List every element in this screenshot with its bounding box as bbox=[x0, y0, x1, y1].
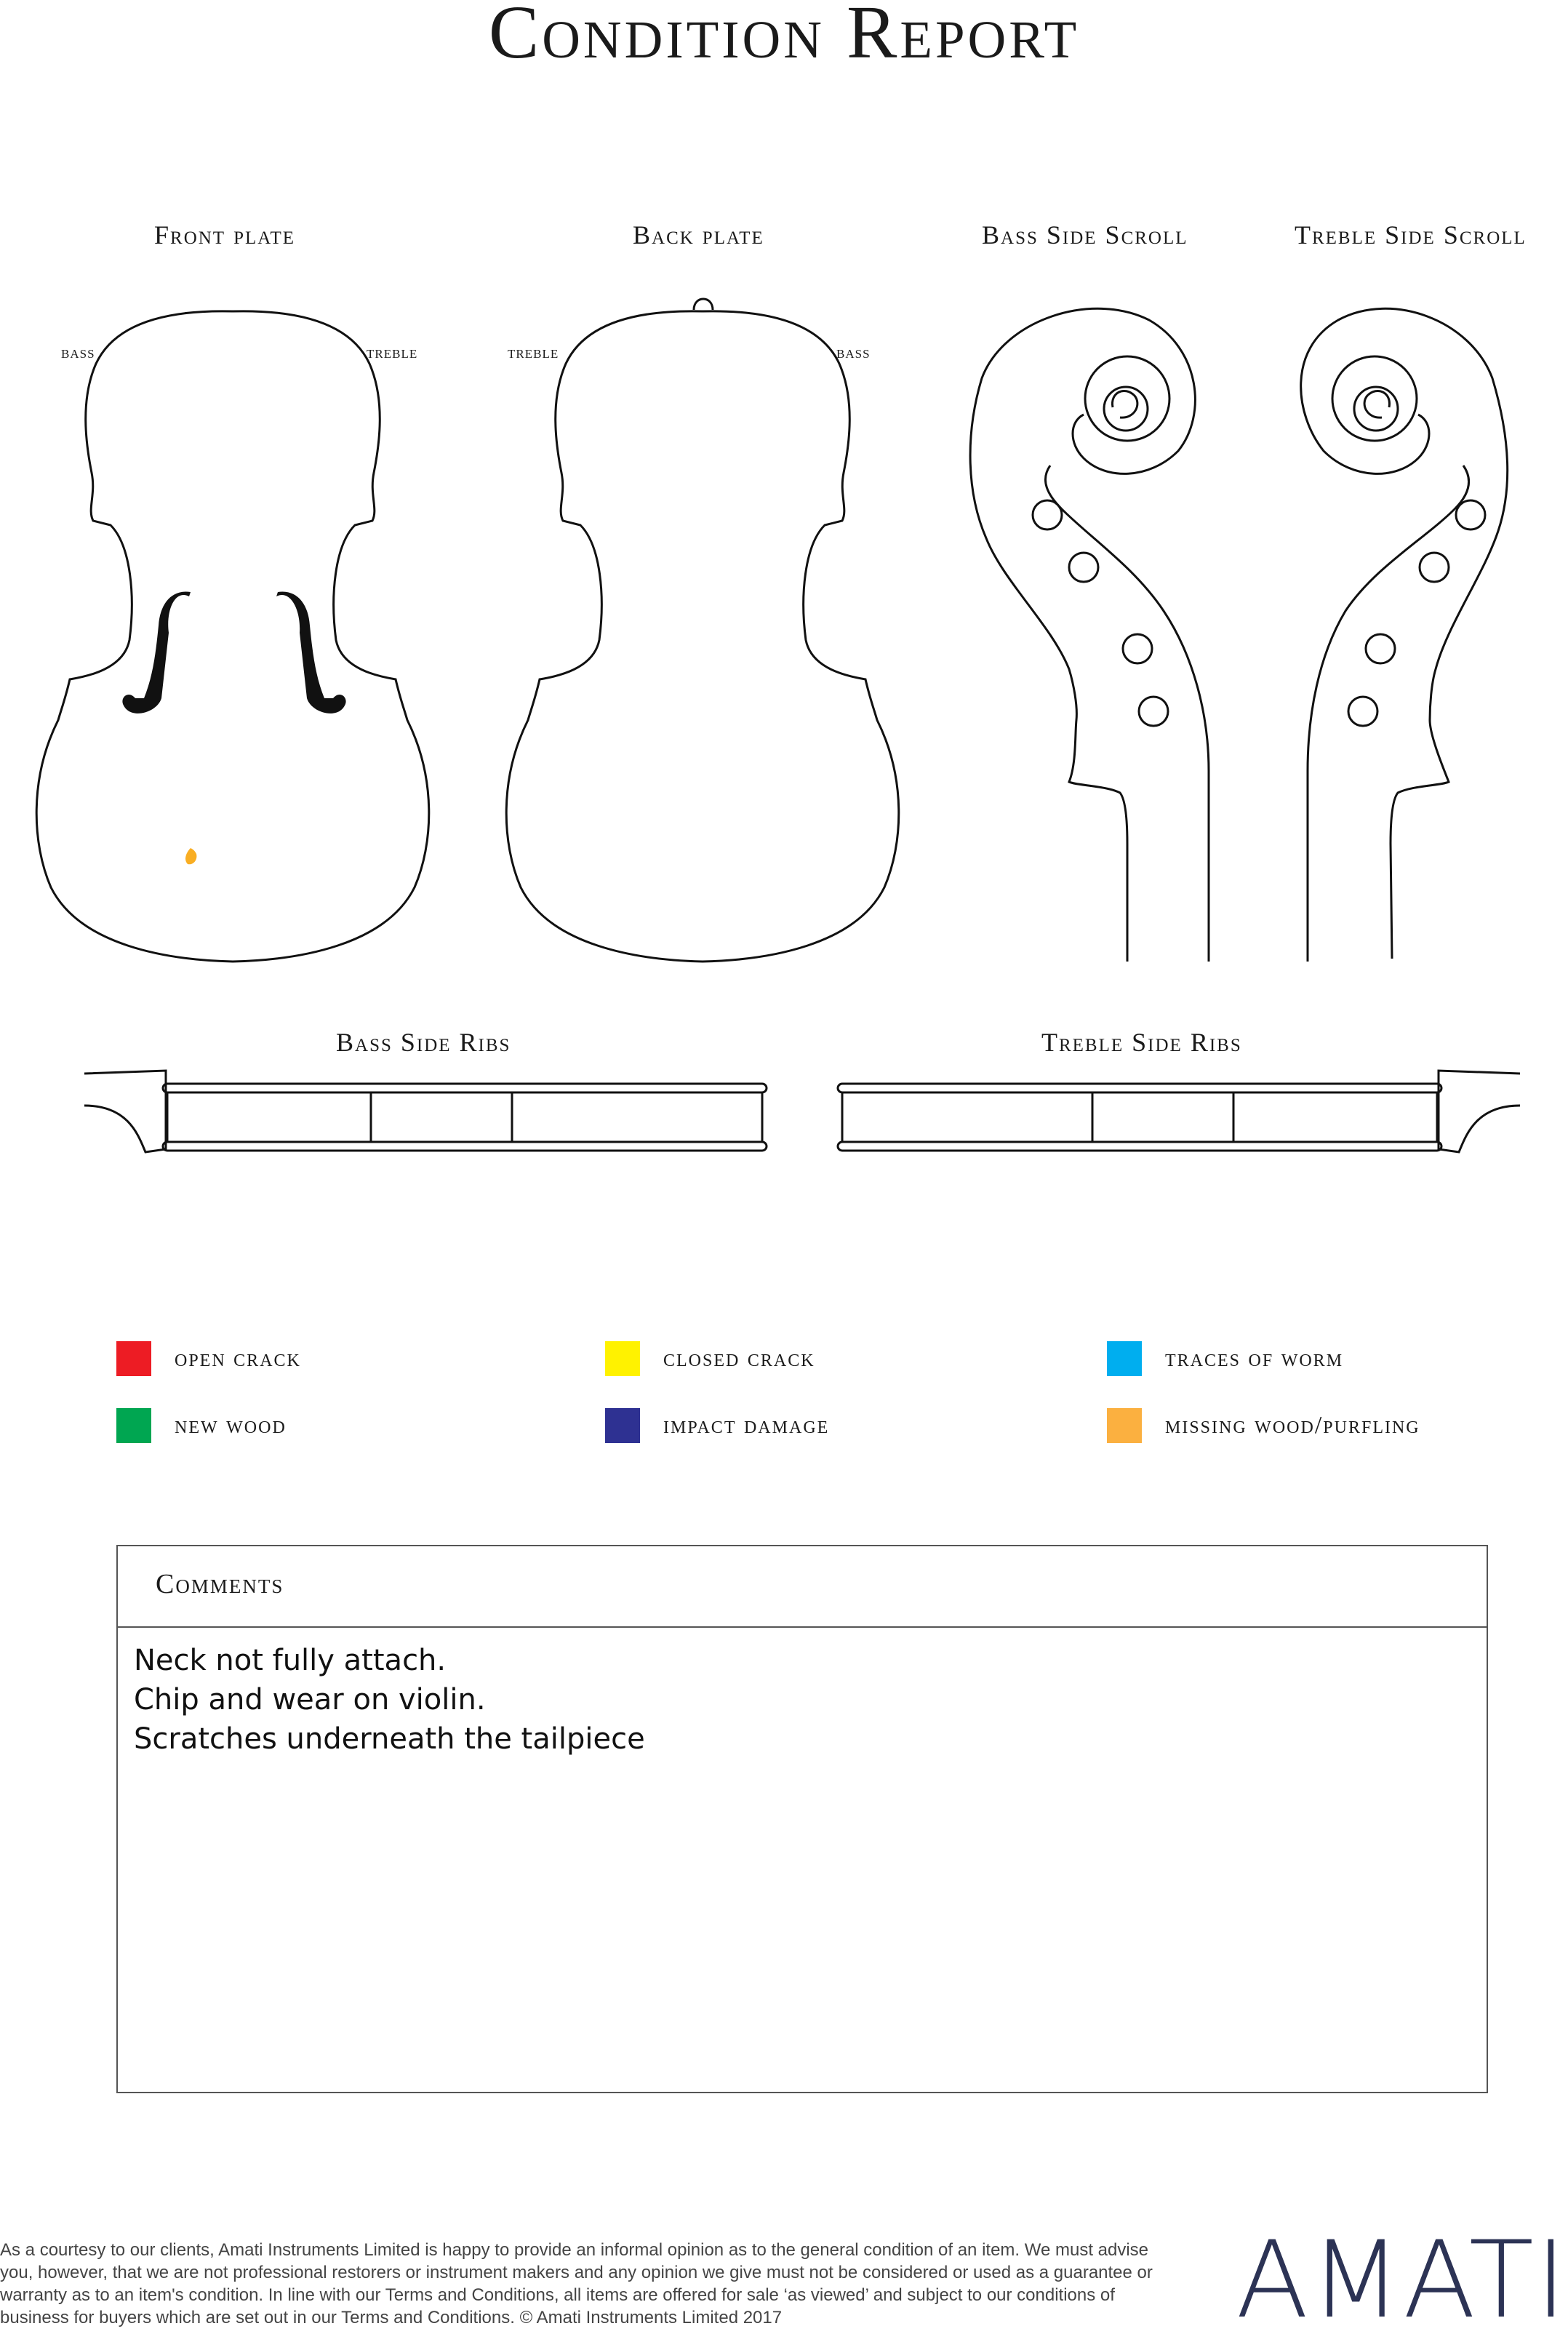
legend-closed-crack bbox=[605, 1341, 815, 1376]
closed-crack-swatch bbox=[605, 1341, 640, 1376]
back-plate-label: Back plate bbox=[633, 220, 764, 249]
legend-impact-damage bbox=[605, 1408, 829, 1443]
legend-label: missing wood/purfling bbox=[1165, 1412, 1420, 1439]
legend-label: closed crack bbox=[663, 1345, 815, 1372]
legend-traces-of-worm bbox=[1107, 1341, 1343, 1376]
legend-open-crack bbox=[116, 1341, 301, 1376]
new-wood-swatch bbox=[116, 1408, 151, 1443]
legend-label: traces of worm bbox=[1165, 1345, 1344, 1372]
page-title: Condition Report bbox=[488, 0, 1080, 74]
front-treble-label: treble bbox=[367, 343, 418, 362]
impact-damage-swatch bbox=[605, 1408, 640, 1443]
comments-text[interactable] bbox=[118, 1628, 1487, 1772]
missing-wood-swatch bbox=[1107, 1408, 1142, 1443]
front-plate-label: Front plate bbox=[154, 220, 296, 249]
back-treble-label: treble bbox=[508, 343, 559, 362]
open-crack-swatch bbox=[116, 1341, 151, 1376]
comment-line: Neck not fully attach. bbox=[134, 1644, 447, 1677]
legend-missing-wood bbox=[1107, 1408, 1420, 1443]
legend-label: impact damage bbox=[663, 1412, 830, 1439]
traces-of-worm-swatch bbox=[1107, 1341, 1142, 1376]
bass-side-ribs-label: Bass Side Ribs bbox=[336, 1028, 511, 1057]
comments-box bbox=[116, 1545, 1488, 2093]
treble-side-ribs-label: Treble Side Ribs bbox=[1041, 1028, 1242, 1057]
amati-logo: AMATI bbox=[1236, 2218, 1568, 2342]
disclaimer-text: As a courtesy to our clients, Amati Instruments Limited is happy to provide an informal opinion as to the general condition of an item. We must advise you, however, that we are not professional restorers or instrument makers and any opinion we give must not be considered or used as a guarantee or warranty as to an item's condition. In line with our Terms and Conditions, all items are offered for sale ‘as viewed’ and subject to our conditions of business for buyers which are set out in our Terms and Conditions. © Amati Instruments Limited 2017 bbox=[0, 2240, 1153, 2327]
front-bass-label: bass bbox=[61, 343, 95, 362]
comments-heading: Comments bbox=[156, 1569, 284, 1599]
treble-side-scroll-label: Treble Side Scroll bbox=[1295, 220, 1527, 249]
comment-line: Chip and wear on violin. bbox=[134, 1683, 486, 1716]
comment-line: Scratches underneath the tailpiece bbox=[134, 1722, 645, 1756]
comments-header bbox=[118, 1546, 1487, 1628]
legend-label: open crack bbox=[175, 1345, 301, 1372]
bass-side-scroll-label: Bass Side Scroll bbox=[982, 220, 1188, 249]
legend-label: new wood bbox=[175, 1412, 287, 1439]
back-bass-label: bass bbox=[836, 343, 871, 362]
legend-new-wood bbox=[116, 1408, 287, 1443]
